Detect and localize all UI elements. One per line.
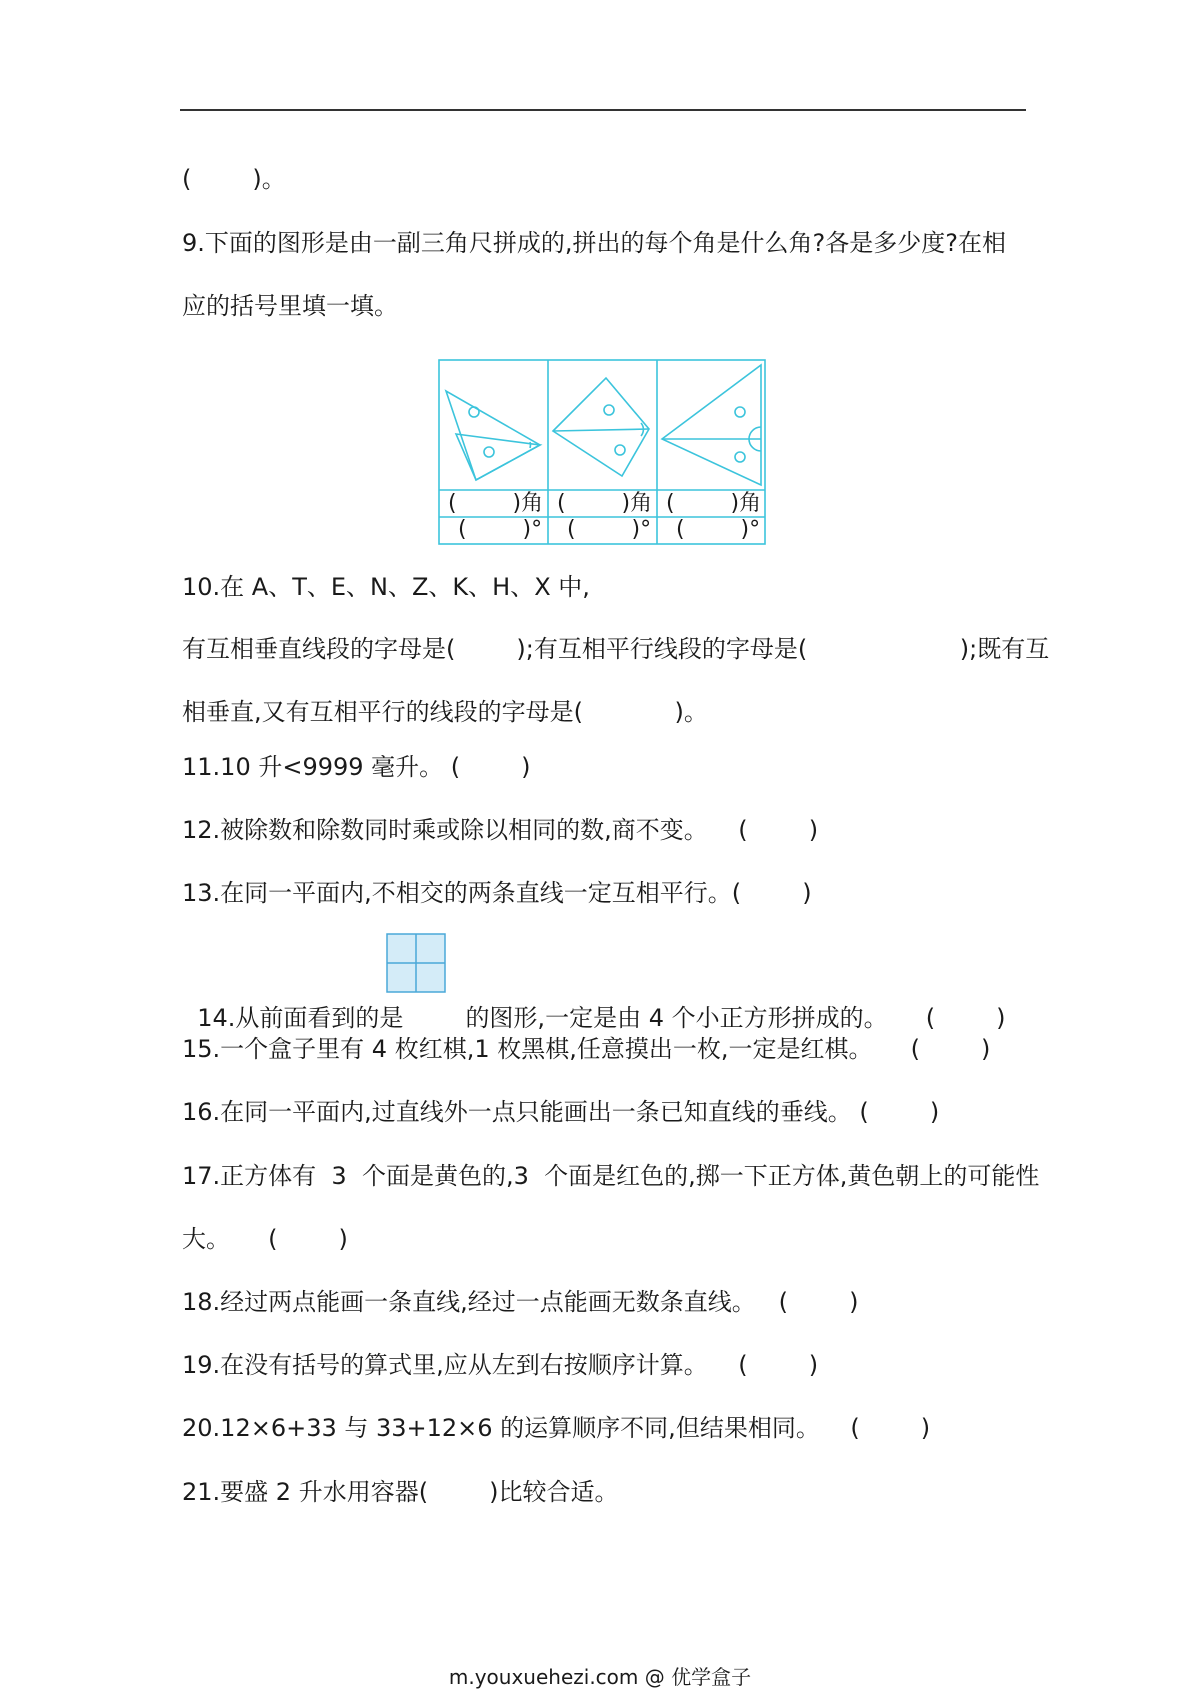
question-10-line-2: 有互相垂直线段的字母是( );有互相平行线段的字母是( );既有互: [182, 635, 1050, 663]
triangle-ruler-2-edge: [553, 429, 649, 431]
answer-blank-line: ( )。: [182, 165, 286, 193]
question-17-line-1: 17.正方体有 3 个面是黄色的,3 个面是红色的,掷一下正方体,黄色朝上的可能性: [182, 1162, 1040, 1190]
degree-answer-cell-2: ( )°: [567, 517, 652, 542]
question-10-line-1: 10.在 A、T、E、N、Z、K、H、X 中,: [182, 573, 590, 601]
question-18: 18.经过两点能画一条直线,经过一点能画无数条直线。 ( ): [182, 1288, 859, 1316]
four-square-grid-icon: [386, 933, 446, 993]
angle-answer-cell-2: ( )角: [557, 491, 653, 516]
question-9-line-1: 9.下面的图形是由一副三角尺拼成的,拼出的每个角是什么角?各是多少度?在相: [182, 229, 1007, 257]
question-13: 13.在同一平面内,不相交的两条直线一定互相平行。( ): [182, 879, 812, 907]
question-14: [182, 970, 1006, 1034]
question-15: 15.一个盒子里有 4 枚红棋,1 枚黑棋,任意摸出一枚,一定是红棋。 ( ): [182, 1035, 991, 1063]
question-20: 20.12×6+33 与 33+12×6 的运算顺序不同,但结果相同。 ( ): [182, 1414, 931, 1442]
ruler-hole: [484, 447, 494, 457]
triangle-ruler-1a: [446, 391, 540, 480]
ruler-hole: [735, 452, 745, 462]
ruler-hole: [735, 407, 745, 417]
question-10-line-3: 相垂直,又有互相平行的线段的字母是( )。: [182, 698, 708, 726]
footer-site-credit: m.youxuehezi.com @ 优学盒子: [448, 1665, 752, 1689]
triangle-ruler-figure: [438, 359, 766, 545]
ruler-hole: [604, 405, 614, 415]
ruler-hole: [615, 445, 625, 455]
question-14-part-1: 14.从前面看到的是: [197, 1004, 404, 1032]
angle-answer-cell-1: ( )角: [448, 491, 544, 516]
question-16: 16.在同一平面内,过直线外一点只能画出一条已知直线的垂线。 ( ): [182, 1098, 940, 1126]
degree-answer-cell-3: ( )°: [676, 517, 761, 542]
question-11: 11.10 升<9999 毫升。 ( ): [182, 753, 531, 781]
question-14-part-2: 的图形,一定是由 4 个小正方形拼成的。 ( ): [465, 1004, 1006, 1032]
question-17-line-2: 大。 ( ): [182, 1225, 348, 1253]
triangle-ruler-3: [662, 365, 761, 485]
ruler-hole: [469, 407, 479, 417]
question-21: 21.要盛 2 升水用容器( )比较合适。: [182, 1478, 619, 1506]
question-19: 19.在没有括号的算式里,应从左到右按顺序计算。 ( ): [182, 1351, 819, 1379]
question-12: 12.被除数和除数同时乘或除以相同的数,商不变。 ( ): [182, 816, 819, 844]
triangle-ruler-2: [553, 378, 649, 476]
header-rule: [180, 109, 1026, 111]
question-9-line-2: 应的括号里填一填。: [182, 292, 398, 320]
degree-answer-cell-1: ( )°: [458, 517, 543, 542]
angle-answer-cell-3: ( )角: [666, 491, 762, 516]
